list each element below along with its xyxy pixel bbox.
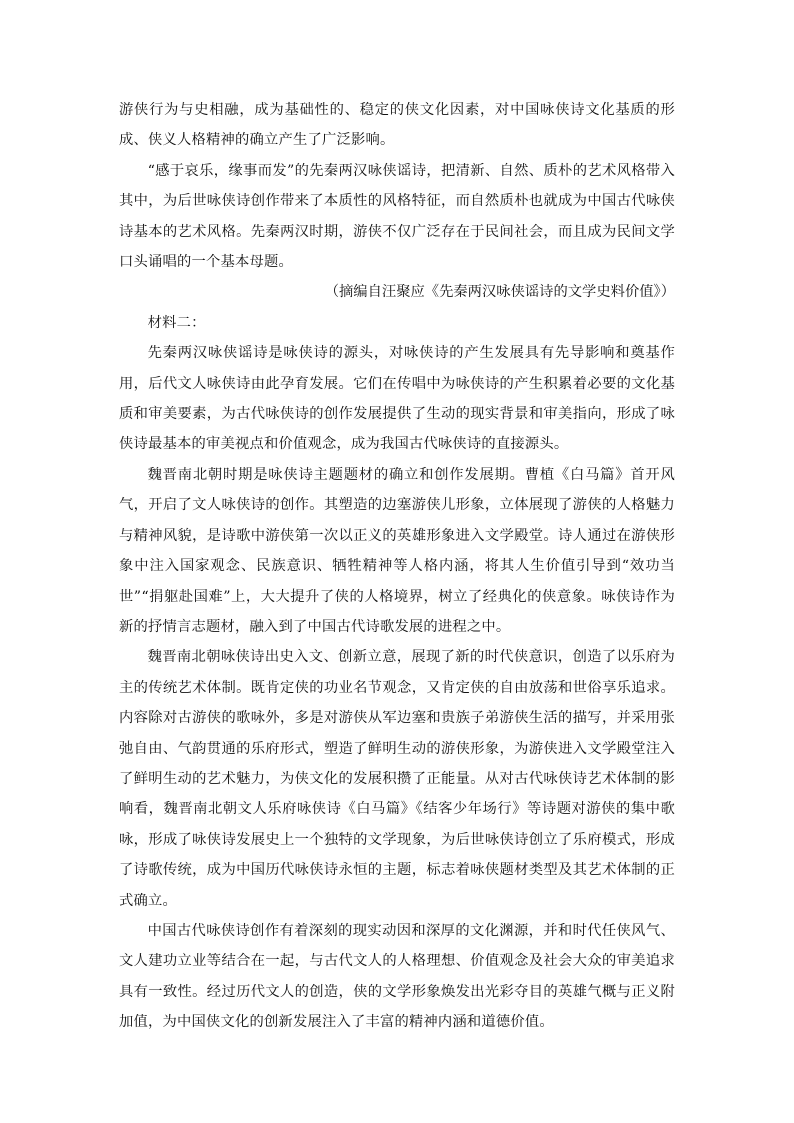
paragraph: “感于哀乐，缘事而发”的先秦两汉咏侠谣诗，把清新、自然、质朴的艺术风格带入其中，为后世咏侠诗创作带来了本质性的风格特征，而自然质朴也就成为中国古代咏侠诗基本的艺术风格。先秦两汉时期，游侠不仅广泛存在于民间社会，而且成为民间文学口头诵唱的一个基本母题。 bbox=[119, 162, 675, 271]
document-page bbox=[119, 95, 675, 1038]
paragraph-continuation: 游侠行为与史相融，成为基础性的、稳定的侠文化因素，对中国咏侠诗文化基质的形成、侠义人格精神的确立产生了广泛影响。 bbox=[119, 102, 675, 149]
paragraph: 先秦两汉咏侠谣诗是咏侠诗的源头，对咏侠诗的产生发展具有先导影响和奠基作用，后代文人咏侠诗由此孕育发展。它们在传唱中为咏侠诗的产生积累着必要的文化基质和审美要素，为古代咏侠诗的创作发展提供了生动的现实背景和审美指向，形成了咏侠诗最基本的审美视点和价值观念，成为我国古代咏侠诗的直接源头。 bbox=[119, 345, 675, 453]
paragraph: 魏晋南北朝咏侠诗出史入文、创新立意，展现了新的时代侠意识，创造了以乐府为主的传统艺术体制。既肯定侠的功业名节观念，又肯定侠的自由放荡和世俗享乐追求。内容除对古游侠的歌咏外，多是对游侠从军边塞和贵族子弟游侠生活的描写，并采用张弛自由、气韵贯通的乐府形式，塑造了鲜明生动的游侠形象，为游侠进入文学殿堂注入了鲜明生动的艺术魅力，为侠文化的发展积攒了正能量。从对古代咏侠诗艺术体制的影响看，魏晋南北朝文人乐府咏侠诗《白马篇》《结客少年场行》等诗题对游侠的集中歌咏，形成了咏侠诗发展史上一个独特的文学现象，为后世咏侠诗创立了乐府模式，形成了诗歌传统，成为中国历代咏侠诗永恒的主题，标志着咏侠题材类型及其艺术体制的正式确立。 bbox=[119, 649, 675, 909]
paragraph: 魏晋南北朝时期是咏侠诗主题题材的确立和创作发展期。曹植《白马篇》首开风气，开启了文人咏侠诗的创作。其塑造的边塞游侠儿形象，立体展现了游侠的人格魅力与精神风貌，是诗歌中游侠第一次以正义的英雄形象进入文学殿堂。诗人通过在游侠形象中注入国家观念、民族意识、牺牲精神等人格内涵，将其人生价值引导到“效功当世”“捐躯赴国难”上，大大提升了侠的人格境界，树立了经典化的侠意象。咏侠诗作为新的抒情言志题材，融入到了中国古代诗歌发展的进程之中。 bbox=[119, 466, 675, 635]
paragraph: 中国古代咏侠诗创作有着深刻的现实动因和深厚的文化渊源，并和时代任侠风气、文人建功立业等结合在一起，与古代文人的人格理想、价值观念及社会大众的审美追求具有一致性。经过历代文人的创造，侠的文学形象焕发出光彩夺目的英雄气概与正义附加值，为中国侠文化的创新发展注入了丰富的精神内涵和道德价值。 bbox=[119, 922, 675, 1031]
source-citation: （摘编自汪聚应《先秦两汉咏侠谣诗的文学史料价值》） bbox=[324, 284, 675, 301]
material-heading: 材料二： bbox=[147, 314, 206, 331]
